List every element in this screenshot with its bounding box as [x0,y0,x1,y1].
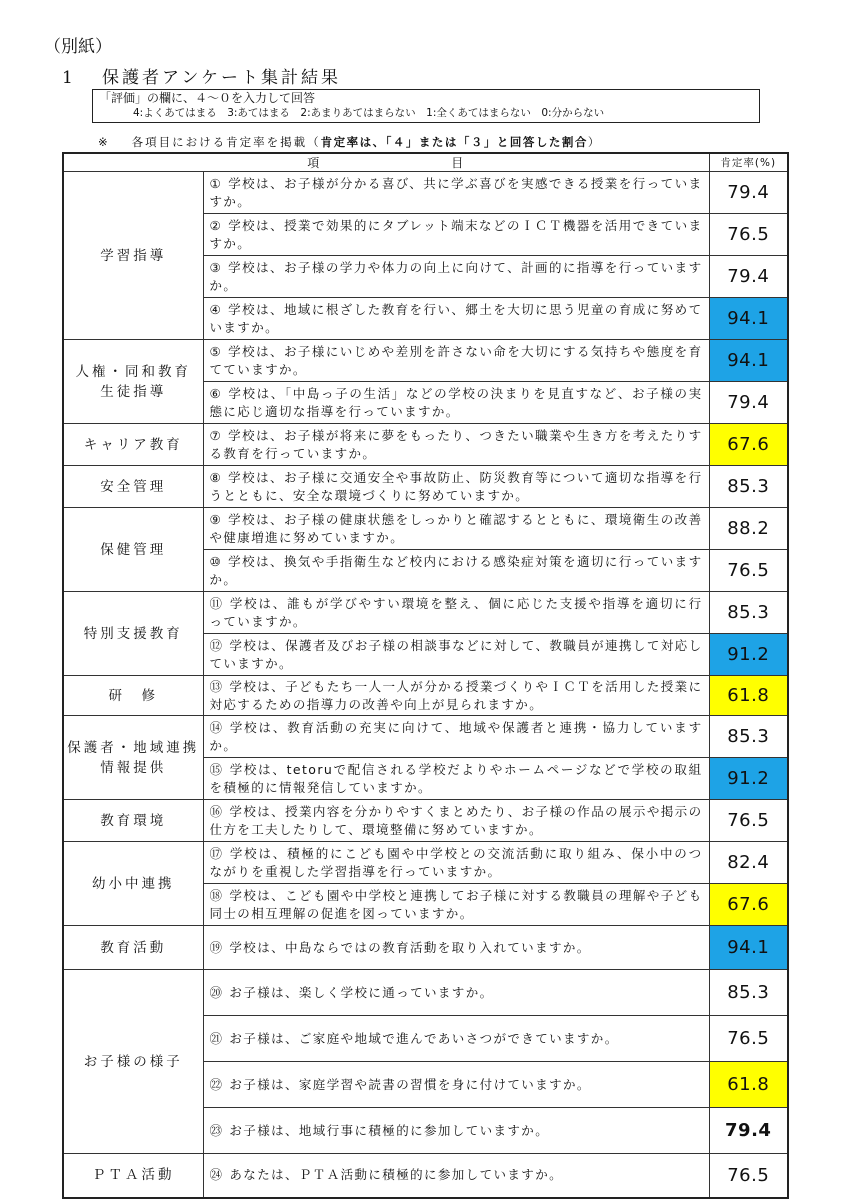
legend-scale: 4:よくあてはまる 3:あてはまる 2:あまりあてはまらない 1:全くあてはまらない 0:分からない [133,107,605,119]
note-mark: ※ [98,135,110,149]
rate-value: 85.3 [709,716,788,758]
question-text: 学校は、「中島っ子の生活」などの学校の決まりを見直すなど、お子様の実態に応じ適切な指導を行っていますか。 [209,385,703,419]
category-cell [63,172,203,340]
table-row [63,592,788,634]
question-cell [203,842,709,884]
rate-value: 85.3 [709,592,788,634]
question-cell [203,676,709,716]
question-text: 学校は、子どもたち一人一人が分かる授業づくりやＩＣＴを活用した授業に対応するための指導力の改善や向上が見られますか。 [209,678,703,712]
question-text: 学校は、tetoruで配信される学校だよりやホームページなどで学校の取組を積極的に情報発信していますか。 [209,761,703,795]
question-text: 学校は、中島ならではの教育活動を取り入れていますか。 [229,939,591,955]
question-number: ② [209,217,223,233]
question-text: 学校は、保護者及びお子様の相談事などに対して、教職員が連携して対応していますか。 [209,637,703,671]
question-cell [203,382,709,424]
question-cell [203,466,709,508]
category-label: キャリア教育 [83,436,183,453]
heading-number: 1 [62,68,76,88]
question-text: 学校は、お子様にいじめや差別を許さない命を大切にする気持ちや態度を育てていますか。 [209,343,703,377]
question-text: 学校は、お子様が分かる喜び、共に学ぶ喜びを実感できる授業を行っていますか。 [209,175,703,209]
question-text: お子様は、地域行事に積極的に参加していますか。 [229,1122,550,1138]
question-number: ㉒ [209,1076,224,1092]
question-number: ⑥ [209,385,223,401]
category-label: 人権・同和教育 [75,363,191,380]
question-cell [203,256,709,298]
question-text: 学校は、誰もが学びやすい環境を整え、個に応じた支援や指導を適切に行っていますか。 [209,595,703,629]
survey-body [63,172,788,1198]
rate-value: 61.8 [709,676,788,716]
category-label: お子様の様子 [83,1053,183,1070]
question-cell [203,1062,709,1108]
category-cell [63,842,203,926]
rate-value: 76.5 [709,1016,788,1062]
category-cell [63,466,203,508]
question-text: 学校は、お子様に交通安全や事故防止、防災教育等について適切な指導を行うとともに、安全な環境づくりに努めていますか。 [209,469,703,503]
question-cell [203,172,709,214]
question-number: ⑦ [209,427,223,443]
table-row [63,1154,788,1198]
question-number: ⑤ [209,343,223,359]
rate-value: 76.5 [709,1154,788,1198]
category-cell [63,508,203,592]
question-number: ㉔ [209,1167,224,1183]
question-number: ⑯ [209,803,224,819]
rate-value: 61.8 [709,1062,788,1108]
question-number: ⑨ [209,511,223,527]
table-row [63,172,788,214]
header-item-left: 項 [307,156,322,170]
question-number: ⑬ [209,678,224,694]
rate-value: 79.4 [709,256,788,298]
question-number: ④ [209,301,223,317]
category-cell [63,340,203,424]
category-label: 特別支援教育 [83,625,183,642]
rate-value: 91.2 [709,758,788,800]
category-cell [63,716,203,800]
rate-value: 76.5 [709,800,788,842]
table-row [63,508,788,550]
category-cell [63,676,203,716]
note-bold: 肯定率は、「４」または「３」と回答した割合 [320,135,588,149]
category-label: 保護者・地域連携 [67,739,200,756]
question-cell [203,716,709,758]
category-label: 教育環境 [100,812,167,829]
question-number: ㉓ [209,1122,224,1138]
legend-instruction: 「評価」の欄に、４～０を入力して回答 [99,91,316,105]
header-item-right: 目 [451,156,466,170]
question-text: お子様は、ご家庭や地域で進んであいさつができていますか。 [229,1030,619,1046]
question-text: 学校は、積極的にこども園や中学校との交流活動に取り組み、保小中のつながりを重視した学習指導を行っていますか。 [209,845,703,879]
rate-value: 94.1 [709,926,788,970]
table-row [63,340,788,382]
rate-note [98,134,601,150]
question-text: 学校は、授業内容を分かりやすくまとめたり、お子様の作品の展示や掲示の仕方を工夫したりして、環境整備に努めていますか。 [209,803,703,837]
table-row [63,970,788,1016]
category-label: 保健管理 [100,541,167,558]
category-label: 生徒指導 [100,383,167,400]
category-cell [63,970,203,1154]
question-cell [203,1108,709,1154]
category-label: 教育活動 [100,939,167,956]
table-row [63,800,788,842]
question-cell [203,970,709,1016]
question-number: ⑱ [209,887,224,903]
question-number: ⑭ [209,719,224,735]
question-text: お子様は、楽しく学校に通っていますか。 [229,984,494,1000]
question-number: ⑫ [209,637,224,653]
question-cell [203,214,709,256]
question-cell [203,758,709,800]
rate-value: 85.3 [709,970,788,1016]
category-cell [63,592,203,676]
question-cell [203,592,709,634]
table-row [63,466,788,508]
question-number: ⑮ [209,761,224,777]
rate-value: 79.4 [709,1108,788,1154]
question-cell [203,884,709,926]
rate-value: 79.4 [709,382,788,424]
question-text: 学校は、換気や手指衛生など校内における感染症対策を適切に行っていますか。 [209,553,703,587]
question-text: あなたは、ＰＴＡ活動に積極的に参加していますか。 [229,1167,564,1183]
rate-value: 91.2 [709,634,788,676]
rate-value: 67.6 [709,424,788,466]
question-cell [203,298,709,340]
question-cell [203,1154,709,1198]
rate-value: 82.4 [709,842,788,884]
page-label: （別紙） [44,37,112,57]
table-row [63,424,788,466]
question-number: ⑧ [209,469,223,485]
question-cell [203,550,709,592]
note-close: ） [587,135,602,149]
rate-value: 67.6 [709,884,788,926]
rate-value: 94.1 [709,340,788,382]
answer-legend-box [92,89,760,123]
question-text: 学校は、教育活動の充実に向けて、地域や保護者と連携・協力していますか。 [209,719,703,753]
table-row [63,676,788,716]
question-cell [203,424,709,466]
category-cell [63,424,203,466]
question-number: ① [209,175,223,191]
question-text: お子様は、家庭学習や読書の習慣を身に付けていますか。 [229,1076,591,1092]
category-label: 安全管理 [100,478,167,495]
rate-value: 85.3 [709,466,788,508]
rate-value: 76.5 [709,550,788,592]
question-cell [203,508,709,550]
question-number: ㉑ [209,1030,224,1046]
category-label: ＰＴＡ活動 [92,1167,175,1184]
survey-results-table [62,152,789,1199]
question-text: 学校は、お子様の学力や体力の向上に向けて、計画的に指導を行っていますか。 [209,259,703,293]
page-title [62,63,341,88]
question-text: 学校は、こども園や中学校と連携してお子様に対する教職員の理解や子ども同士の相互理解の促進を図っていますか。 [209,887,703,921]
rate-value: 79.4 [709,172,788,214]
rate-value: 76.5 [709,214,788,256]
rate-value: 88.2 [709,508,788,550]
table-row [63,842,788,884]
question-cell [203,340,709,382]
question-number: ③ [209,259,223,275]
question-cell [203,1016,709,1062]
category-cell [63,926,203,970]
question-number: ⑲ [209,939,224,955]
category-label: 幼小中連携 [92,875,175,892]
header-item [63,153,709,172]
question-text: 学校は、お子様の健康状態をしっかりと確認するとともに、環境衛生の改善や健康増進に努めていますか。 [209,511,703,545]
category-cell [63,800,203,842]
table-row [63,926,788,970]
rate-value: 94.1 [709,298,788,340]
question-cell [203,926,709,970]
table-row [63,716,788,758]
question-number: ⑪ [209,595,224,611]
header-rate: 肯定率(%) [709,153,788,172]
category-label: 学習指導 [100,247,167,264]
question-cell [203,800,709,842]
heading-title: 保護者アンケート集計結果 [102,68,341,88]
category-label: 情報提供 [100,759,167,776]
note-text: 各項目における肯定率を掲載（ [131,135,321,149]
question-number: ⑰ [209,845,224,861]
question-number: ⑩ [209,553,223,569]
category-label: 研 修 [108,687,158,704]
category-cell [63,1154,203,1198]
question-number: ⑳ [209,984,224,1000]
question-text: 学校は、地域に根ざした教育を行い、郷土を大切に思う児童の育成に努めていますか。 [209,301,703,335]
question-text: 学校は、お子様が将来に夢をもったり、つきたい職業や生き方を考えたりする教育を行っていますか。 [209,427,703,461]
question-text: 学校は、授業で効果的にタブレット端末などのＩＣＴ機器を活用できていますか。 [209,217,703,251]
question-cell [203,634,709,676]
